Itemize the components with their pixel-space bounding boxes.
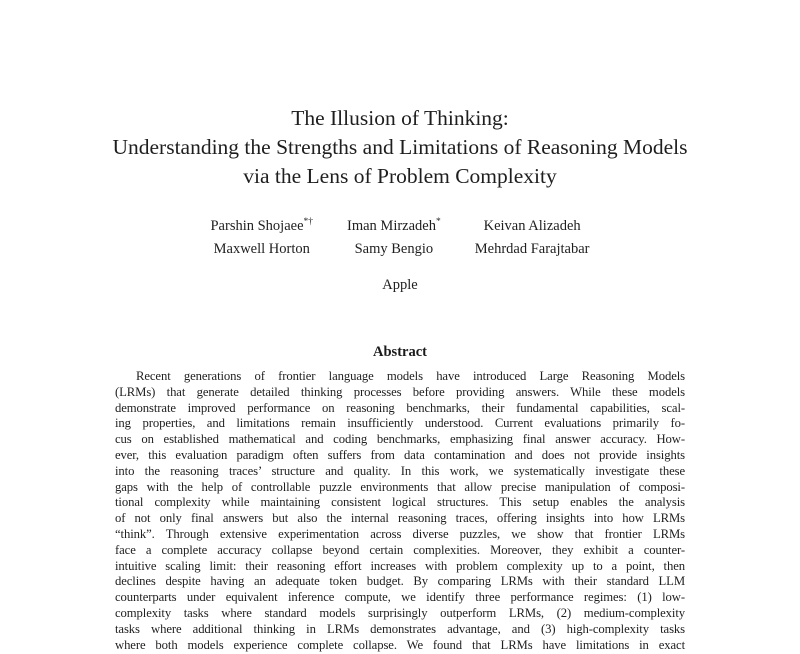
author-name [484,215,581,238]
author-name [210,215,313,238]
abstract-line: of not only final answers but also the internal reasoning traces, offering insights into how LRMs [115,511,685,526]
affiliation: Apple [382,277,418,293]
author-mark: *† [303,217,314,228]
abstract-line: Recent generations of frontier language models have introduced Large Reasoning Models [136,369,685,383]
author-name-text: Samy Bengio [354,241,434,257]
author-name-text: Keivan Alizadeh [483,218,581,234]
abstract-line: (LRMs) that generate detailed thinking processes before providing answers. While these models [115,384,685,399]
title-line-3: via the Lens of Problem Complexity [243,164,557,188]
author-mark: * [436,217,441,228]
paper-title [0,0,800,191]
author-name [214,238,310,261]
abstract-line: gaps with the help of controllable puzzle environments that allow precise manipulation of composi- [115,479,685,494]
abstract-line: demonstrate improved performance on reasoning benchmarks, their fundamental capabilities, scal- [115,400,685,415]
abstract-line: “think”. Through extensive experimentation across diverse puzzles, we show that frontier LRMs [115,526,685,541]
author-block [0,215,800,261]
author-name-text: Mehrdad Farajtabar [474,241,590,257]
title-line-1: The Illusion of Thinking: [291,106,509,130]
abstract-line: counterparts under equivalent inference compute, we identify three performance regimes: (1) low- [115,590,685,605]
author-name-text: Maxwell Horton [213,241,310,257]
author-name-text: Iman Mirzadeh [347,218,436,234]
abstract-line: face a complete accuracy collapse beyond certain complexities. Moreover, they exhibit a counter- [115,542,685,557]
author-name [475,238,590,261]
abstract-line: tional complexity while maintaining consistent logical structures. This setup enables the analysis [115,495,685,510]
abstract-text [115,369,685,653]
abstract-line: where both models experience complete collapse. We found that LRMs have limitations in exact [115,637,685,652]
abstract-line: tasks where additional thinking in LRMs demonstrates advantage, and (3) high-complexity tasks [115,621,685,636]
abstract-heading: Abstract [373,344,427,360]
abstract-line: into the reasoning traces’ structure and quality. In this work, we systematically investigate these [115,463,685,478]
author-name-text: Parshin Shojaee [210,218,304,234]
abstract-line: intuitive scaling limit: their reasoning effort increases with problem complexity up to a point, then [115,558,685,573]
title-line-2: Understanding the Strengths and Limitations of Reasoning Models [112,135,688,159]
abstract-line: declines despite having an adequate token budget. By comparing LRMs with their standard LLM [115,574,685,589]
abstract-line: ing properties, and limitations remain insufficiently understood. Current evaluations primarily fo- [115,416,685,431]
author-name [347,215,441,238]
author-name [355,238,434,261]
abstract-line: cus on established mathematical and coding benchmarks, emphasizing final answer accuracy. How- [115,432,685,447]
abstract-line: complexity tasks where standard models surprisingly outperform LRMs, (2) medium-complexity [115,605,685,620]
abstract-line: ever, this evaluation paradigm often suffers from data contamination and does not provide insights [115,447,685,462]
